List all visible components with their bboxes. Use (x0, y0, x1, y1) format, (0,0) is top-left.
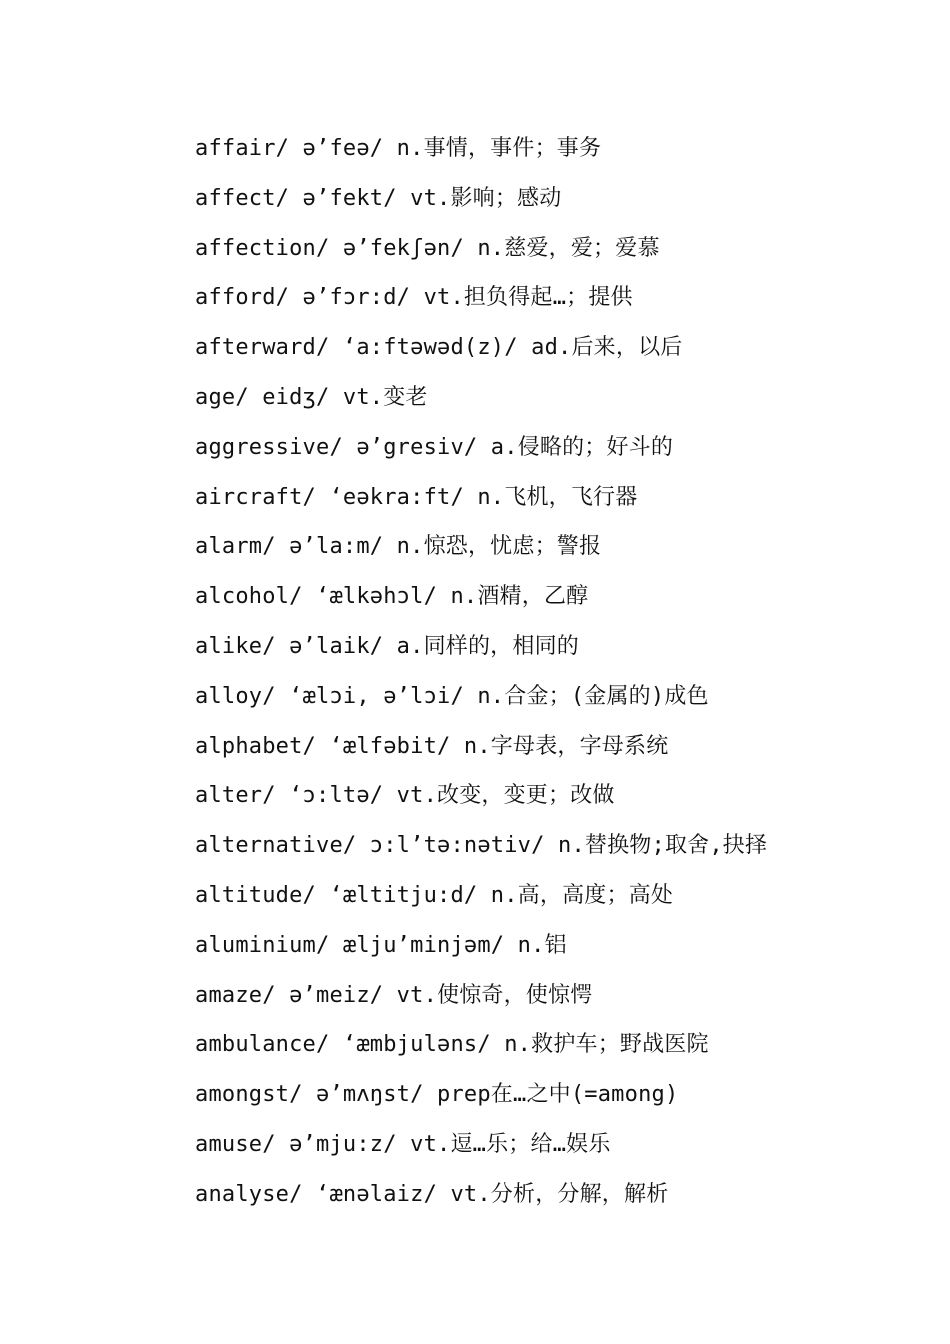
vocabulary-entry-amuse: amuse/ ə’mju:z/ vt.逗…乐；给…娱乐 (195, 1131, 611, 1157)
vocabulary-entry-afford: afford/ ə’fɔr:d/ vt.担负得起…；提供 (195, 285, 633, 311)
vocabulary-list (195, 131, 915, 1227)
vocabulary-entry-aggressive: aggressive/ ə’gresiv/ a.侵略的；好斗的 (195, 434, 674, 460)
vocabulary-entry-alarm: alarm/ ə’la:m/ n.惊恐，忧虑；警报 (195, 534, 602, 560)
vocabulary-entry-alloy: alloy/ ‘ælɔi, ə’lɔi/ n.合金；(金属的)成色 (195, 683, 709, 709)
vocabulary-entry-amongst: amongst/ ə’mʌŋst/ prep在…之中(=among) (195, 1082, 679, 1108)
vocabulary-entry-affect: affect/ ə’fekt/ vt.影响；感动 (195, 185, 562, 211)
vocabulary-entry-altitude: altitude/ ‘æltitju:d/ n.高，高度；高处 (195, 882, 674, 908)
vocabulary-entry-alphabet: alphabet/ ‘ælfəbit/ n.字母表，字母系统 (195, 733, 669, 759)
vocabulary-entry-aluminium: aluminium/ ælju’minjəm/ n.铝 (195, 932, 567, 958)
vocabulary-entry-ambulance: ambulance/ ‘æmbjuləns/ n.救护车；野战医院 (195, 1032, 709, 1058)
vocabulary-entry-alike: alike/ ə’laik/ a.同样的，相同的 (195, 633, 579, 659)
vocabulary-entry-alter: alter/ ‘ɔ:ltə/ vt.改变，变更；改做 (195, 783, 615, 809)
vocabulary-entry-analyse: analyse/ ‘ænəlaiz/ vt.分析，分解，解析 (195, 1181, 669, 1207)
vocabulary-entry-aircraft: aircraft/ ‘eəkra:ft/ n.飞机，飞行器 (195, 484, 638, 510)
vocabulary-entry-affection: affection/ ə’fekʃən/ n.慈爱，爱；爱慕 (195, 235, 660, 261)
vocabulary-entry-amaze: amaze/ ə’meiz/ vt.使惊奇，使惊愕 (195, 982, 593, 1008)
vocabulary-entry-age: age/ eidʒ/ vt.变老 (195, 384, 428, 410)
vocabulary-entry-affair: affair/ ə’feə/ n.事情，事件；事务 (195, 136, 602, 161)
vocabulary-entry-afterward: afterward/ ‘a:ftəwəd(z)/ ad.后来，以后 (195, 335, 683, 361)
vocabulary-entry-alcohol: alcohol/ ‘ælkəhɔl/ n.酒精，乙醇 (195, 584, 589, 610)
vocabulary-entry-alternative: alternative/ ɔ:l’tə:nətiv/ n.替换物;取舍,抉择 (195, 833, 768, 859)
